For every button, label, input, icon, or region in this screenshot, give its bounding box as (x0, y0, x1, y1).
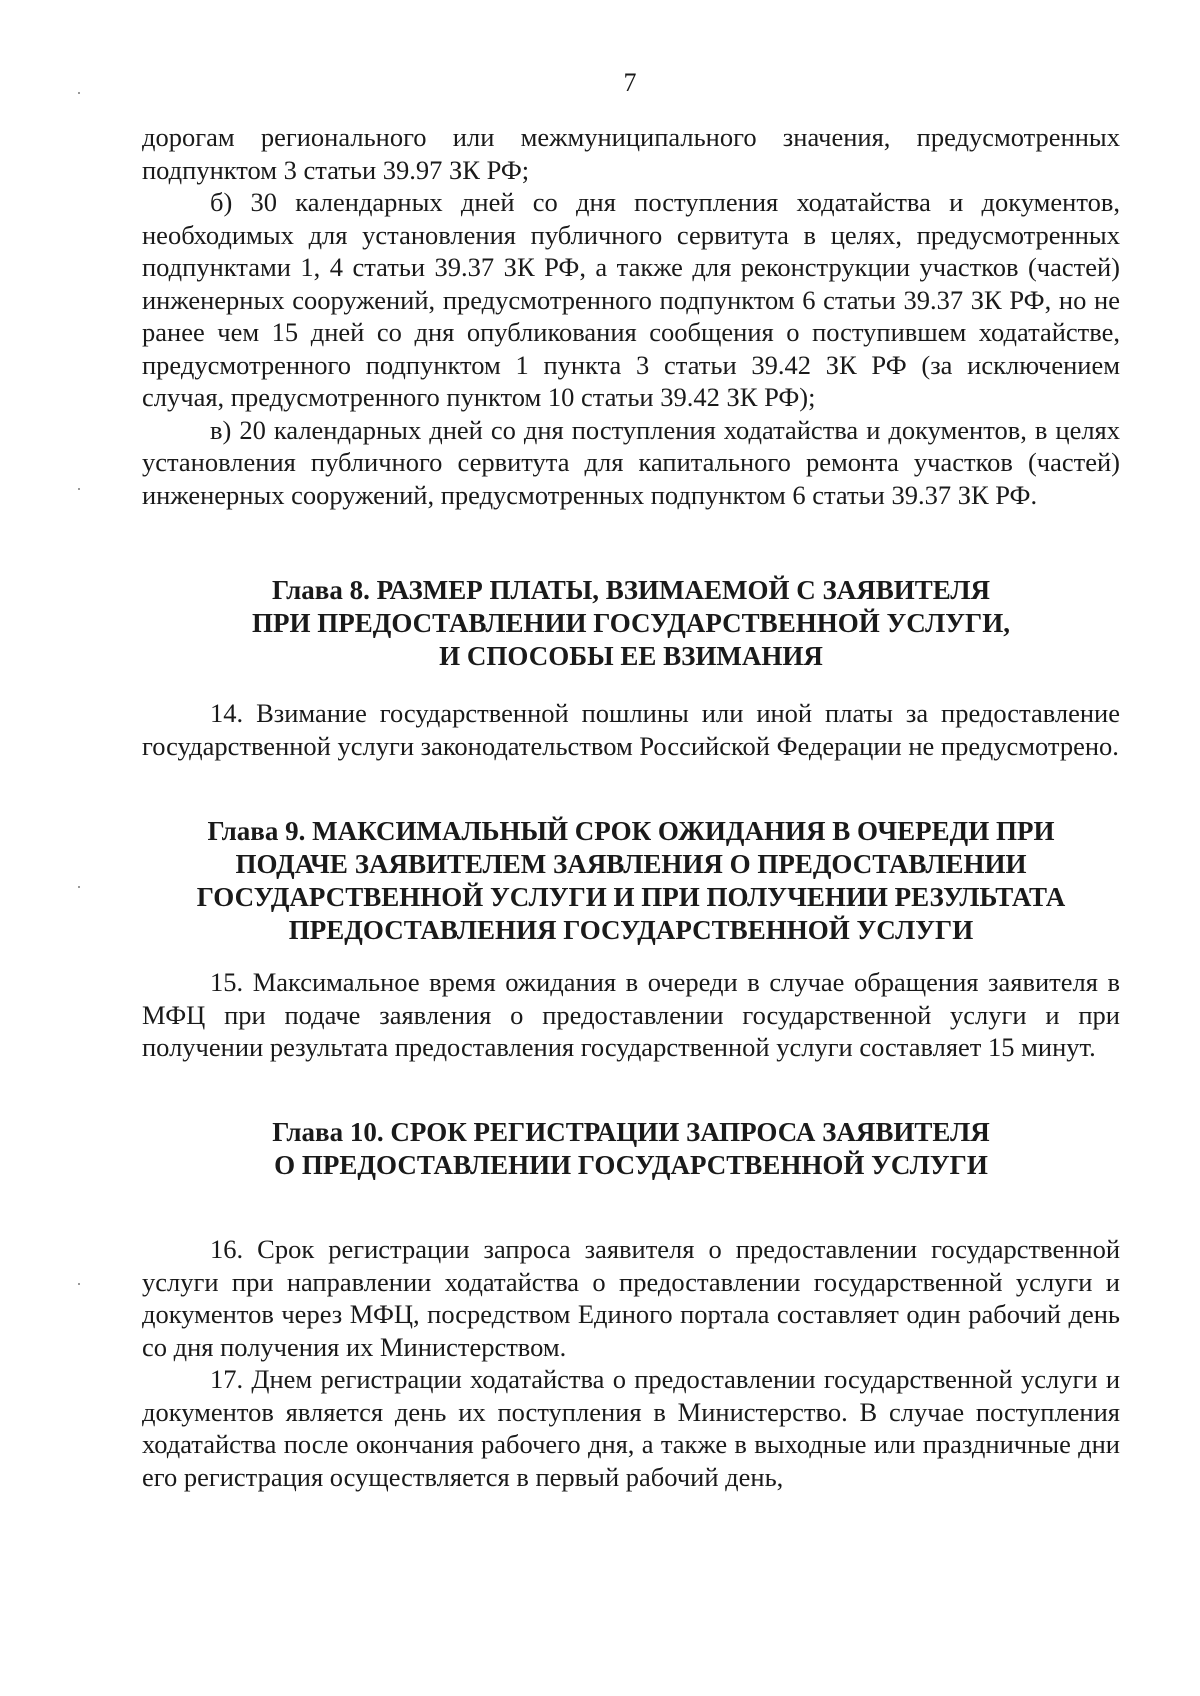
paragraph-item-b: б) 30 календарных дней со дня поступления ходатайства и документов, необходимых для установления публичного сервитута в целях, предусмотренных подпунктами 1, 4 статьи 39.37 ЗК РФ, а также для реконструкции участков (частей) инженерных сооружений, предусмотренного подпунктом 6 статьи 39.37 ЗК РФ, но не ранее чем 15 дней со дня опубликования сообщения о поступившем ходатайстве, предусмотренного подпунктом 1 пункта 3 статьи 39.42 ЗК РФ (за исключением случая, предусмотренного пунктом 10 статьи 39.42 ЗК РФ); (142, 187, 1120, 412)
chapter-9-heading (142, 815, 1120, 947)
heading-line: ГОСУДАРСТВЕННОЙ УСЛУГИ И ПРИ ПОЛУЧЕНИИ РЕЗУЛЬТАТА (196, 882, 1066, 912)
heading-line: Глава 8. РАЗМЕР ПЛАТЫ, ВЗИМАЕМОЙ С ЗАЯВИТЕЛЯ (271, 575, 990, 605)
paragraph-16: 16. Срок регистрации запроса заявителя о предоставлении государственной услуги при направлении ходатайства о предоставлении государственной услуги и документов через МФЦ, посредством Единого портала составляет один рабочий день со дня получения их Министерством. (142, 1234, 1120, 1362)
heading-line: О ПРЕДОСТАВЛЕНИИ ГОСУДАРСТВЕННОЙ УСЛУГИ (274, 1150, 988, 1180)
text-block-chapter-10 (142, 1233, 1120, 1493)
text-block-deadlines (142, 121, 1120, 511)
page-number: 7 (623, 68, 637, 97)
paragraph-continuation: дорогам регионального или межмуниципального значения, предусмотренных подпунктом 3 статьи 39.97 ЗК РФ; (142, 122, 1120, 185)
scan-dot (78, 488, 80, 490)
heading-line: ПРЕДОСТАВЛЕНИЯ ГОСУДАРСТВЕННОЙ УСЛУГИ (288, 915, 974, 945)
chapter-8-heading (142, 574, 1120, 673)
heading-line: Глава 10. СРОК РЕГИСТРАЦИИ ЗАПРОСА ЗАЯВИТЕЛЯ (272, 1117, 990, 1147)
paragraph-item-v: в) 20 календарных дней со дня поступления ходатайства и документов, в целях установления публичного сервитута для капитального ремонта участков (частей) инженерных сооружений, предусмотренных подпунктом 6 статьи 39.37 ЗК РФ. (142, 414, 1120, 510)
chapter-10-heading (142, 1116, 1120, 1182)
paragraph-15: 15. Максимальное время ожидания в очереди в случае обращения заявителя в МФЦ при подаче заявления о предоставлении государственной услуги и при получении результата предоставления государственной услуги составляет 15 минут. (142, 967, 1120, 1062)
heading-line: ПРИ ПРЕДОСТАВЛЕНИИ ГОСУДАРСТВЕННОЙ УСЛУГИ, (252, 608, 1010, 638)
scan-dot (78, 92, 80, 94)
text-block-chapter-9 (142, 966, 1120, 1064)
paragraph-17: 17. Днем регистрации ходатайства о предоставлении государственной услуги и документов является день их поступления в Министерство. В случае поступления ходатайства после окончания рабочего дня, а также в выходные или праздничные дни его регистрация осуществляется в первый рабочий день, (142, 1364, 1120, 1492)
paragraph-14: 14. Взимание государственной пошлины или иной платы за предоставление государственной услуги законодательством Российской Федерации не предусмотрено. (142, 698, 1120, 761)
text-block-chapter-8 (142, 697, 1120, 762)
heading-line: И СПОСОБЫ ЕЕ ВЗИМАНИЯ (439, 641, 823, 671)
heading-line: Глава 9. МАКСИМАЛЬНЫЙ СРОК ОЖИДАНИЯ В ОЧЕРЕДИ ПРИ (207, 816, 1055, 846)
scan-dot (78, 1283, 80, 1285)
heading-line: ПОДАЧЕ ЗАЯВИТЕЛЕМ ЗАЯВЛЕНИЯ О ПРЕДОСТАВЛЕНИИ (235, 849, 1027, 879)
scan-dot (78, 886, 80, 888)
